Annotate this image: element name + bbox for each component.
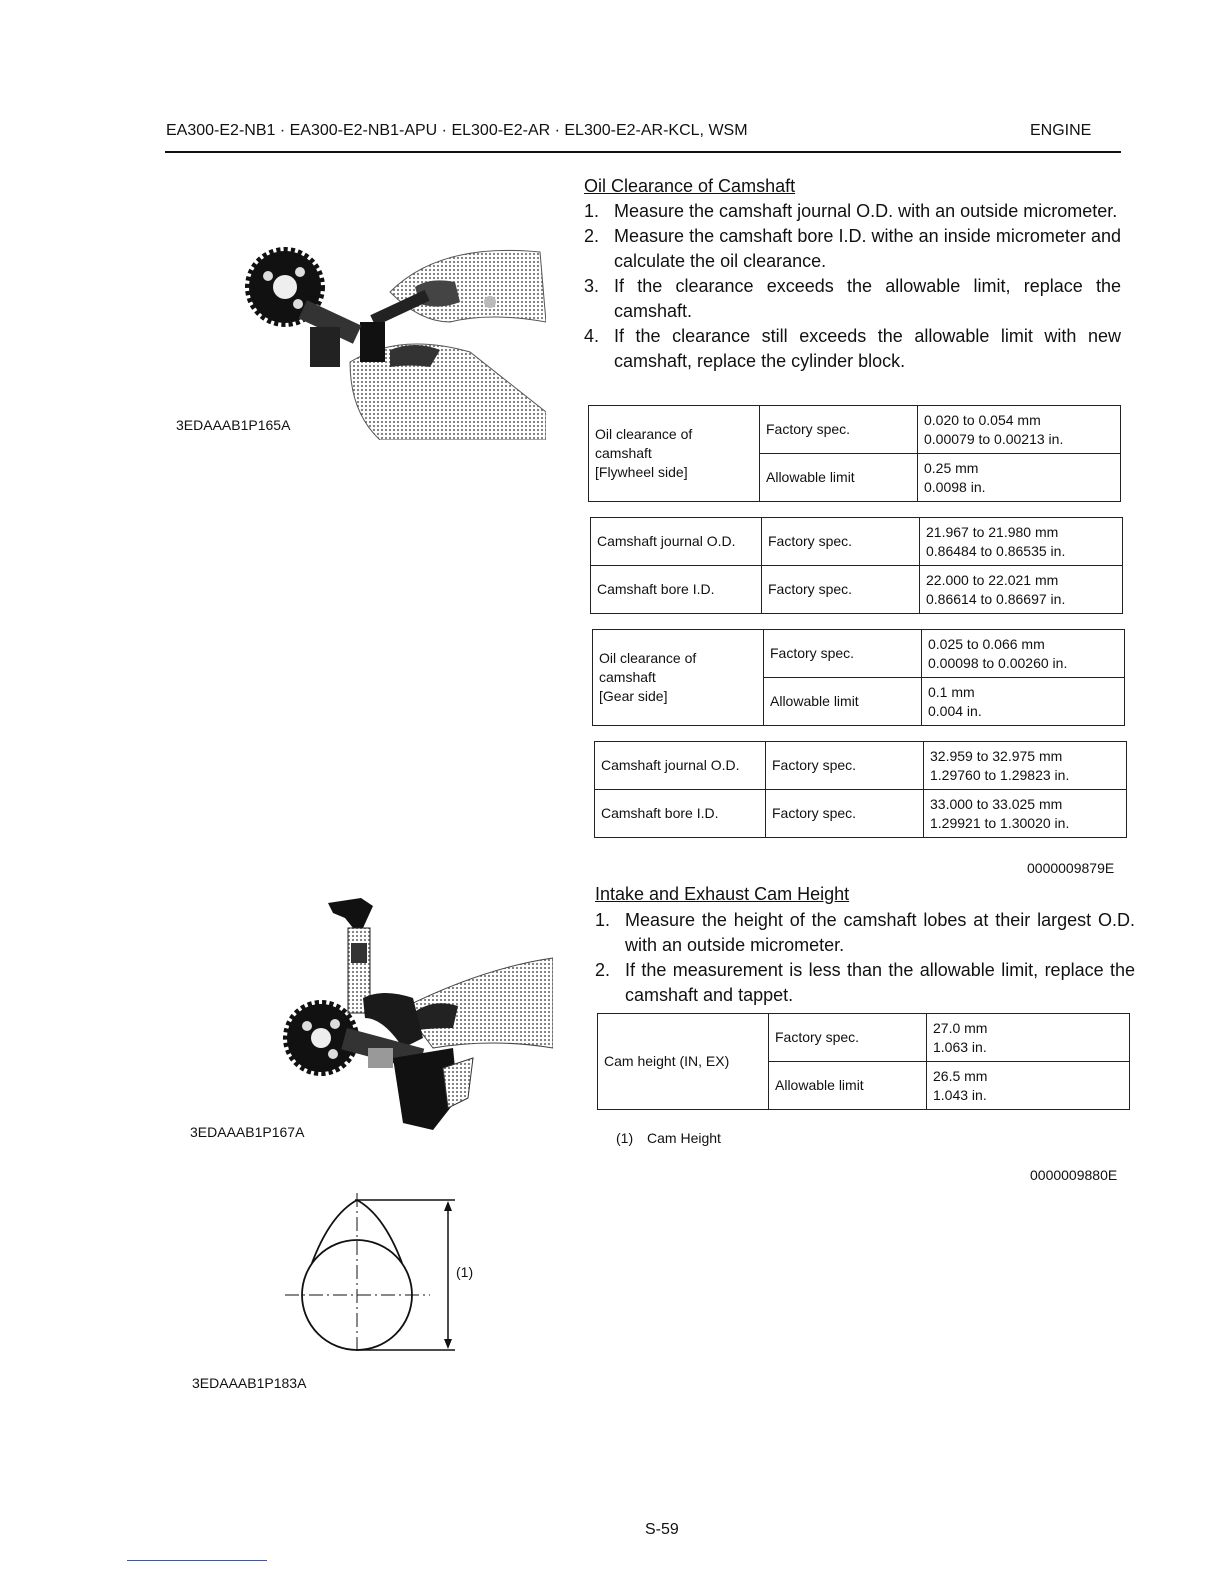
spec-label-cell: Factory spec. <box>762 518 920 566</box>
cam-height-diagram <box>280 1185 480 1355</box>
spec-item-cell: Camshaft bore I.D. <box>595 790 766 838</box>
spec-value-mm: 32.959 to 32.975 mm <box>930 747 1063 764</box>
spec-item-line: camshaft <box>595 445 652 461</box>
spec-label-cell: Factory spec. <box>760 406 918 454</box>
spec-value-mm: 21.967 to 21.980 mm <box>926 523 1059 540</box>
spec-value-in: 0.86614 to 0.86697 in. <box>926 590 1066 607</box>
oil-clearance-steps <box>584 199 1121 374</box>
step-item <box>584 324 1121 374</box>
step-item <box>584 199 1121 224</box>
spec-value-mm: 27.0 mm <box>933 1019 988 1036</box>
figure-caption: 3EDAAAB1P183A <box>192 1375 307 1391</box>
micrometer-cam-lobe-photo-icon <box>283 898 553 1130</box>
spec-value-in: 0.004 in. <box>928 702 982 719</box>
spec-value-cell <box>918 406 1121 454</box>
spec-value-in: 1.29921 to 1.30020 in. <box>930 814 1070 831</box>
step-number: 2. <box>584 226 600 246</box>
micrometer-camshaft-journal-photo-icon <box>240 232 546 440</box>
step-text: Measure the camshaft bore I.D. withe an inside micrometer and calculate the oil clearance. <box>614 226 1121 271</box>
spec-value-cell <box>922 678 1125 726</box>
spec-label-cell: Allowable limit <box>760 454 918 502</box>
document-code: 0000009880E <box>1030 1167 1118 1183</box>
spec-value-in: 0.00079 to 0.00213 in. <box>924 430 1064 447</box>
spec-label-cell: Factory spec. <box>762 566 920 614</box>
spec-table-gear-clearance <box>592 629 1125 726</box>
spec-item-line: camshaft <box>599 669 656 685</box>
section-title-oil-clearance: Oil Clearance of Camshaft <box>584 176 796 196</box>
spec-value-mm: 0.025 to 0.066 mm <box>928 635 1045 652</box>
spec-label-cell: Factory spec. <box>769 1014 927 1062</box>
spec-value-mm: 0.25 mm <box>924 459 979 476</box>
spec-label-cell: Factory spec. <box>764 630 922 678</box>
spec-value-cell <box>924 742 1127 790</box>
document-code: 0000009879E <box>1027 860 1115 876</box>
dimension-label: (1) <box>456 1264 474 1280</box>
spec-value-cell <box>920 566 1123 614</box>
cam-lobe-photo <box>283 898 553 1130</box>
spec-table-flywheel-dimensions <box>590 517 1123 614</box>
spec-table-gear-dimensions <box>594 741 1127 838</box>
spec-item-line: [Gear side] <box>599 688 668 704</box>
section-title-cam-height: Intake and Exhaust Cam Height <box>595 884 850 904</box>
spec-value-in: 1.29760 to 1.29823 in. <box>930 766 1070 783</box>
spec-value-cell <box>922 630 1125 678</box>
spec-label-cell: Factory spec. <box>766 742 924 790</box>
step-text: If the clearance exceeds the allowable limit, replace the camshaft. <box>614 276 1121 321</box>
spec-label-cell: Allowable limit <box>769 1062 927 1110</box>
spec-value-cell <box>927 1062 1130 1110</box>
spec-value-in: 0.00098 to 0.00260 in. <box>928 654 1068 671</box>
spec-value-mm: 0.020 to 0.054 mm <box>924 411 1041 428</box>
spec-value-cell <box>927 1014 1130 1062</box>
legend-number: (1) <box>616 1130 634 1146</box>
legend-text: Cam Height <box>647 1130 721 1146</box>
spec-label-cell: Allowable limit <box>764 678 922 726</box>
spec-item-cell: Cam height (IN, EX) <box>598 1014 769 1110</box>
spec-value-cell <box>918 454 1121 502</box>
footer-rule <box>127 1560 267 1561</box>
camshaft-journal-photo <box>240 232 546 440</box>
step-text: If the measurement is less than the allowable limit, replace the camshaft and tappet. <box>625 960 1135 1005</box>
legend-item <box>616 1130 721 1146</box>
spec-table-flywheel-clearance <box>588 405 1121 502</box>
spec-value-in: 0.86484 to 0.86535 in. <box>926 542 1066 559</box>
step-item <box>595 958 1135 1008</box>
step-number: 3. <box>584 276 600 296</box>
spec-item-cell <box>589 406 760 502</box>
spec-value-cell <box>920 518 1123 566</box>
step-item <box>584 274 1121 324</box>
step-item <box>595 908 1135 958</box>
spec-value-mm: 22.000 to 22.021 mm <box>926 571 1059 588</box>
header-rule <box>165 151 1121 153</box>
spec-item-cell: Camshaft bore I.D. <box>591 566 762 614</box>
cam-height-diagram-icon <box>280 1185 480 1355</box>
spec-value-in: 0.0098 in. <box>924 478 986 495</box>
spec-item-cell: Camshaft journal O.D. <box>595 742 766 790</box>
step-number: 4. <box>584 326 600 346</box>
spec-value-in: 1.063 in. <box>933 1038 987 1055</box>
spec-value-in: 1.043 in. <box>933 1086 987 1103</box>
cam-height-steps <box>595 908 1135 1008</box>
spec-item-cell: Camshaft journal O.D. <box>591 518 762 566</box>
spec-label-cell: Factory spec. <box>766 790 924 838</box>
step-item <box>584 224 1121 274</box>
spec-table-cam-height <box>597 1013 1130 1110</box>
step-number: 2. <box>595 960 611 980</box>
step-text: Measure the camshaft journal O.D. with an outside micrometer. <box>614 201 1118 221</box>
spec-value-mm: 26.5 mm <box>933 1067 988 1084</box>
step-number: 1. <box>595 910 611 930</box>
step-text: Measure the height of the camshaft lobes at their largest O.D. with an outside micrometer. <box>625 910 1135 955</box>
step-text: If the clearance still exceeds the allowable limit with new camshaft, replace the cylinder block. <box>614 326 1121 371</box>
spec-item-line: Oil clearance of <box>595 426 693 442</box>
header-section: ENGINE <box>1030 122 1092 139</box>
spec-value-mm: 0.1 mm <box>928 683 975 700</box>
figure-caption: 3EDAAAB1P165A <box>176 417 291 433</box>
spec-item-cell <box>593 630 764 726</box>
spec-item-line: [Flywheel side] <box>595 464 688 480</box>
spec-value-mm: 33.000 to 33.025 mm <box>930 795 1063 812</box>
spec-item-line: Oil clearance of <box>599 650 697 666</box>
spec-value-cell <box>924 790 1127 838</box>
header-models: EA300-E2-NB1 · EA300-E2-NB1-APU · EL300-E2-AR · EL300-E2-AR-KCL, WSM <box>166 122 748 139</box>
page-number: S-59 <box>645 1521 679 1538</box>
step-number: 1. <box>584 201 600 221</box>
figure-caption: 3EDAAAB1P167A <box>190 1124 305 1140</box>
